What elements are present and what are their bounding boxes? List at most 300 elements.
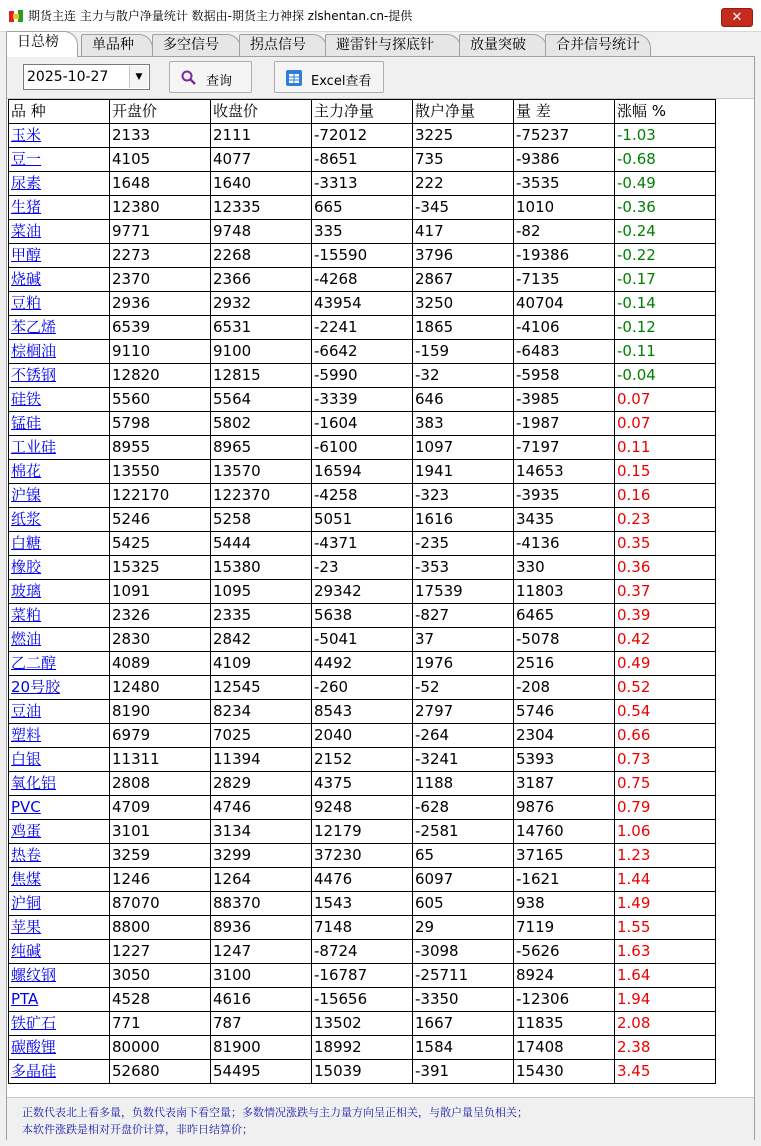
open-price-cell: 9110 (110, 340, 211, 364)
table-row[interactable] (9, 988, 716, 1012)
main-net-cell: 2152 (312, 748, 413, 772)
retail-net-cell: -2581 (413, 820, 514, 844)
variety-link[interactable]: 燃油 (9, 628, 110, 652)
variety-link[interactable]: 锰硅 (9, 412, 110, 436)
main-net-cell: -8724 (312, 940, 413, 964)
open-price-cell: 1091 (110, 580, 211, 604)
open-price-cell: 12480 (110, 676, 211, 700)
volume-diff-cell: -6483 (514, 340, 615, 364)
retail-net-cell: -32 (413, 364, 514, 388)
variety-link[interactable]: 豆粕 (9, 292, 110, 316)
chevron-down-icon[interactable]: ▼ (129, 66, 148, 88)
open-price-cell: 13550 (110, 460, 211, 484)
close-price-cell: 15380 (211, 556, 312, 580)
variety-link[interactable]: 螺纹钢 (9, 964, 110, 988)
change-pct-cell: 1.94 (615, 988, 716, 1012)
variety-link[interactable]: 菜粕 (9, 604, 110, 628)
open-price-cell: 4105 (110, 148, 211, 172)
retail-net-cell: -628 (413, 796, 514, 820)
change-pct-cell: 1.44 (615, 868, 716, 892)
volume-diff-cell: -9386 (514, 148, 615, 172)
table-row[interactable] (9, 604, 716, 628)
ranking-table (8, 99, 716, 1084)
open-price-cell: 1648 (110, 172, 211, 196)
close-price-cell: 11394 (211, 748, 312, 772)
change-pct-cell: -0.11 (615, 340, 716, 364)
table-row[interactable] (9, 532, 716, 556)
variety-link[interactable]: 碳酸锂 (9, 1036, 110, 1060)
change-pct-cell: 0.39 (615, 604, 716, 628)
variety-link[interactable]: 烧碱 (9, 268, 110, 292)
variety-link[interactable]: 沪铜 (9, 892, 110, 916)
close-price-cell: 9100 (211, 340, 312, 364)
change-pct-cell: 1.63 (615, 940, 716, 964)
volume-diff-cell: 3435 (514, 508, 615, 532)
table-row[interactable] (9, 412, 716, 436)
variety-link[interactable]: 玻璃 (9, 580, 110, 604)
close-price-cell: 2932 (211, 292, 312, 316)
main-net-cell: 37230 (312, 844, 413, 868)
change-pct-cell: 0.66 (615, 724, 716, 748)
open-price-cell: 6539 (110, 316, 211, 340)
variety-link[interactable]: 不锈钢 (9, 364, 110, 388)
main-net-cell: -2241 (312, 316, 413, 340)
column-header-change-pct[interactable]: 涨幅 % (615, 100, 716, 124)
retail-net-cell: -52 (413, 676, 514, 700)
main-net-cell: 4476 (312, 868, 413, 892)
retail-net-cell: 29 (413, 916, 514, 940)
volume-diff-cell: -5626 (514, 940, 615, 964)
open-price-cell: 80000 (110, 1036, 211, 1060)
close-price-cell: 12335 (211, 196, 312, 220)
close-price-cell: 3299 (211, 844, 312, 868)
variety-link[interactable]: 苯乙烯 (9, 316, 110, 340)
app-icon (8, 8, 24, 24)
change-pct-cell: 0.75 (615, 772, 716, 796)
excel-view-button-label: Excel查看 (311, 74, 372, 89)
table-row[interactable] (9, 460, 716, 484)
open-price-cell: 3050 (110, 964, 211, 988)
variety-link[interactable]: 苹果 (9, 916, 110, 940)
open-price-cell: 5560 (110, 388, 211, 412)
open-price-cell: 8800 (110, 916, 211, 940)
variety-link[interactable]: 玉米 (9, 124, 110, 148)
table-row[interactable] (9, 700, 716, 724)
close-price-cell: 2111 (211, 124, 312, 148)
change-pct-cell: 0.07 (615, 388, 716, 412)
volume-diff-cell: -12306 (514, 988, 615, 1012)
close-price-cell: 2842 (211, 628, 312, 652)
table-row[interactable] (9, 724, 716, 748)
volume-diff-cell: -5078 (514, 628, 615, 652)
close-price-cell: 3134 (211, 820, 312, 844)
main-net-cell: 1543 (312, 892, 413, 916)
open-price-cell: 2830 (110, 628, 211, 652)
main-net-cell: -4371 (312, 532, 413, 556)
open-price-cell: 9771 (110, 220, 211, 244)
change-pct-cell: 0.11 (615, 436, 716, 460)
table-row[interactable] (9, 556, 716, 580)
open-price-cell: 5798 (110, 412, 211, 436)
variety-link[interactable]: 塑料 (9, 724, 110, 748)
change-pct-cell: 1.23 (615, 844, 716, 868)
volume-diff-cell: -208 (514, 676, 615, 700)
close-price-cell: 54495 (211, 1060, 312, 1084)
main-net-cell: 4375 (312, 772, 413, 796)
main-panel (6, 56, 755, 1140)
close-price-cell: 1247 (211, 940, 312, 964)
volume-diff-cell: 330 (514, 556, 615, 580)
close-price-cell: 12815 (211, 364, 312, 388)
table-row[interactable] (9, 820, 716, 844)
volume-diff-cell: -7197 (514, 436, 615, 460)
column-header-close-price[interactable]: 收盘价 (211, 100, 312, 124)
retail-net-cell: 37 (413, 628, 514, 652)
change-pct-cell: 0.52 (615, 676, 716, 700)
close-price-cell: 2829 (211, 772, 312, 796)
main-net-cell: -4268 (312, 268, 413, 292)
table-row[interactable] (9, 172, 716, 196)
change-pct-cell: -0.12 (615, 316, 716, 340)
variety-link[interactable]: 纯碱 (9, 940, 110, 964)
table-row[interactable] (9, 484, 716, 508)
volume-diff-cell: 40704 (514, 292, 615, 316)
change-pct-cell: 0.07 (615, 412, 716, 436)
retail-net-cell: 222 (413, 172, 514, 196)
open-price-cell: 2370 (110, 268, 211, 292)
volume-diff-cell: 11835 (514, 1012, 615, 1036)
footnote-line-2: 本软件涨跌是相对开盘价计算，非昨日结算价； (22, 1123, 253, 1136)
close-price-cell: 4746 (211, 796, 312, 820)
retail-net-cell: -391 (413, 1060, 514, 1084)
retail-net-cell: 383 (413, 412, 514, 436)
table-row[interactable] (9, 772, 716, 796)
tab-single-variety[interactable]: 单品种 (81, 34, 153, 56)
variety-link[interactable]: 橡胶 (9, 556, 110, 580)
variety-link[interactable]: 豆油 (9, 700, 110, 724)
close-price-cell: 5444 (211, 532, 312, 556)
change-pct-cell: 0.36 (615, 556, 716, 580)
table-row[interactable] (9, 676, 716, 700)
tab-combined-signal-stats[interactable]: 合并信号统计 (545, 34, 651, 56)
table-row[interactable] (9, 364, 716, 388)
close-price-cell: 6531 (211, 316, 312, 340)
open-price-cell: 2936 (110, 292, 211, 316)
tab-lightning-rod-bottom-probe[interactable]: 避雷针与探底针 (325, 34, 461, 56)
table-row[interactable] (9, 892, 716, 916)
close-price-cell: 12545 (211, 676, 312, 700)
close-price-cell: 2335 (211, 604, 312, 628)
variety-link[interactable]: 乙二醇 (9, 652, 110, 676)
retail-net-cell: -159 (413, 340, 514, 364)
change-pct-cell: 0.35 (615, 532, 716, 556)
main-net-cell: -15656 (312, 988, 413, 1012)
retail-net-cell: 1188 (413, 772, 514, 796)
main-net-cell: 9248 (312, 796, 413, 820)
volume-diff-cell: 3187 (514, 772, 615, 796)
table-row[interactable] (9, 628, 716, 652)
change-pct-cell: 1.06 (615, 820, 716, 844)
column-header-retail-net[interactable]: 散户净量 (413, 100, 514, 124)
variety-link[interactable]: 甲醇 (9, 244, 110, 268)
volume-diff-cell: -3935 (514, 484, 615, 508)
table-row[interactable] (9, 316, 716, 340)
main-net-cell: -3313 (312, 172, 413, 196)
excel-view-button[interactable] (274, 61, 384, 93)
main-net-cell: -6100 (312, 436, 413, 460)
column-header-volume-diff[interactable]: 量 差 (514, 100, 615, 124)
table-row[interactable] (9, 1012, 716, 1036)
variety-link[interactable]: 20号胶 (9, 676, 110, 700)
table-row[interactable] (9, 220, 716, 244)
open-price-cell: 6979 (110, 724, 211, 748)
change-pct-cell: -0.04 (615, 364, 716, 388)
retail-net-cell: 1865 (413, 316, 514, 340)
table-row[interactable] (9, 196, 716, 220)
volume-diff-cell: 14653 (514, 460, 615, 484)
change-pct-cell: -0.24 (615, 220, 716, 244)
table-row[interactable] (9, 916, 716, 940)
change-pct-cell: 1.55 (615, 916, 716, 940)
retail-net-cell: 735 (413, 148, 514, 172)
table-row[interactable] (9, 1036, 716, 1060)
column-header-open-price[interactable]: 开盘价 (110, 100, 211, 124)
main-net-cell: 43954 (312, 292, 413, 316)
table-row[interactable] (9, 652, 716, 676)
volume-diff-cell: -3985 (514, 388, 615, 412)
table-row[interactable] (9, 748, 716, 772)
window-title: 期货主连 主力与散户净量统计 数据由-期货主力神探 zlshentan.cn-提供 (28, 9, 413, 23)
variety-link[interactable]: 沪镍 (9, 484, 110, 508)
retail-net-cell: 2797 (413, 700, 514, 724)
main-net-cell: 5051 (312, 508, 413, 532)
variety-link[interactable]: 热卷 (9, 844, 110, 868)
open-price-cell: 2133 (110, 124, 211, 148)
table-row[interactable] (9, 148, 716, 172)
open-price-cell: 4709 (110, 796, 211, 820)
main-net-cell: 15039 (312, 1060, 413, 1084)
tab-daily-ranking[interactable]: 日总榜 (6, 31, 78, 57)
open-price-cell: 8190 (110, 700, 211, 724)
table-row[interactable] (9, 508, 716, 532)
main-net-cell: -8651 (312, 148, 413, 172)
table-row[interactable] (9, 124, 716, 148)
main-net-cell: -1604 (312, 412, 413, 436)
volume-diff-cell: 2304 (514, 724, 615, 748)
variety-link[interactable]: PVC (9, 796, 110, 820)
open-price-cell: 15325 (110, 556, 211, 580)
volume-diff-cell: 14760 (514, 820, 615, 844)
close-price-cell: 5258 (211, 508, 312, 532)
variety-link[interactable]: 棕榈油 (9, 340, 110, 364)
open-price-cell: 12820 (110, 364, 211, 388)
retail-net-cell: 1097 (413, 436, 514, 460)
volume-diff-cell: -5958 (514, 364, 615, 388)
volume-diff-cell: 5393 (514, 748, 615, 772)
table-row[interactable] (9, 796, 716, 820)
change-pct-cell: -0.36 (615, 196, 716, 220)
open-price-cell: 2808 (110, 772, 211, 796)
change-pct-cell: -0.68 (615, 148, 716, 172)
retail-net-cell: 65 (413, 844, 514, 868)
change-pct-cell: 0.23 (615, 508, 716, 532)
variety-link[interactable]: 白银 (9, 748, 110, 772)
variety-link[interactable]: 豆一 (9, 148, 110, 172)
variety-link[interactable]: 白糖 (9, 532, 110, 556)
change-pct-cell: 0.42 (615, 628, 716, 652)
volume-diff-cell: 15430 (514, 1060, 615, 1084)
tab-volume-breakout[interactable]: 放量突破 (459, 34, 547, 56)
footnote-line-1: 正数代表北上看多量，负数代表南下看空量；多数情况涨跌与主力量方向呈正相关，与散户量呈负相关； (22, 1106, 528, 1119)
footer-notes (7, 1097, 754, 1140)
table-row[interactable] (9, 244, 716, 268)
variety-link[interactable]: 尿素 (9, 172, 110, 196)
volume-diff-cell: 2516 (514, 652, 615, 676)
variety-link[interactable]: 硅铁 (9, 388, 110, 412)
variety-link[interactable]: 棉花 (9, 460, 110, 484)
retail-net-cell: 3796 (413, 244, 514, 268)
retail-net-cell: 2867 (413, 268, 514, 292)
volume-diff-cell: 9876 (514, 796, 615, 820)
retail-net-cell: 1667 (413, 1012, 514, 1036)
table-row[interactable] (9, 940, 716, 964)
retail-net-cell: -3098 (413, 940, 514, 964)
open-price-cell: 5246 (110, 508, 211, 532)
variety-link[interactable]: PTA (9, 988, 110, 1012)
change-pct-cell: 3.45 (615, 1060, 716, 1084)
close-price-cell: 8965 (211, 436, 312, 460)
table-row[interactable] (9, 268, 716, 292)
retail-net-cell: 646 (413, 388, 514, 412)
variety-link[interactable]: 生猪 (9, 196, 110, 220)
close-price-cell: 8234 (211, 700, 312, 724)
open-price-cell: 3259 (110, 844, 211, 868)
open-price-cell: 12380 (110, 196, 211, 220)
volume-diff-cell: 5746 (514, 700, 615, 724)
retail-net-cell: -235 (413, 532, 514, 556)
main-net-cell: -3339 (312, 388, 413, 412)
table-row[interactable] (9, 868, 716, 892)
change-pct-cell: 1.64 (615, 964, 716, 988)
close-price-cell: 9748 (211, 220, 312, 244)
main-net-cell: -5990 (312, 364, 413, 388)
open-price-cell: 5425 (110, 532, 211, 556)
volume-diff-cell: 17408 (514, 1036, 615, 1060)
retail-net-cell: 6097 (413, 868, 514, 892)
main-net-cell: 29342 (312, 580, 413, 604)
column-header-variety[interactable]: 品 种 (9, 100, 110, 124)
tab-turning-point-signal[interactable]: 拐点信号 (239, 34, 327, 56)
close-price-cell: 1640 (211, 172, 312, 196)
variety-link[interactable]: 氧化铝 (9, 772, 110, 796)
volume-diff-cell: -19386 (514, 244, 615, 268)
volume-diff-cell: -1621 (514, 868, 615, 892)
retail-net-cell: 3225 (413, 124, 514, 148)
table-row[interactable] (9, 844, 716, 868)
column-header-main-net[interactable]: 主力净量 (312, 100, 413, 124)
retail-net-cell: 3250 (413, 292, 514, 316)
table-row[interactable] (9, 1060, 716, 1084)
title-bar (0, 0, 761, 32)
date-value: 2025-10-27 (27, 69, 109, 85)
retail-net-cell: 17539 (413, 580, 514, 604)
main-net-cell: -4258 (312, 484, 413, 508)
main-net-cell: 4492 (312, 652, 413, 676)
table-row[interactable] (9, 388, 716, 412)
table-row[interactable] (9, 436, 716, 460)
volume-diff-cell: -7135 (514, 268, 615, 292)
retail-net-cell: 1941 (413, 460, 514, 484)
table-row[interactable] (9, 292, 716, 316)
close-price-cell: 5802 (211, 412, 312, 436)
date-picker[interactable] (23, 64, 150, 90)
retail-net-cell: 1616 (413, 508, 514, 532)
main-net-cell: 665 (312, 196, 413, 220)
volume-diff-cell: 37165 (514, 844, 615, 868)
retail-net-cell: -345 (413, 196, 514, 220)
variety-link[interactable]: 纸浆 (9, 508, 110, 532)
open-price-cell: 2273 (110, 244, 211, 268)
variety-link[interactable]: 焦煤 (9, 868, 110, 892)
change-pct-cell: 2.38 (615, 1036, 716, 1060)
tab-long-short-signal[interactable]: 多空信号 (152, 34, 241, 56)
main-net-cell: 18992 (312, 1036, 413, 1060)
change-pct-cell: 0.79 (615, 796, 716, 820)
close-price-cell: 3100 (211, 964, 312, 988)
variety-link[interactable]: 菜油 (9, 220, 110, 244)
volume-diff-cell: -4106 (514, 316, 615, 340)
retail-net-cell: -264 (413, 724, 514, 748)
retail-net-cell: -323 (413, 484, 514, 508)
main-net-cell: -6642 (312, 340, 413, 364)
change-pct-cell: 0.37 (615, 580, 716, 604)
close-price-cell: 122370 (211, 484, 312, 508)
main-net-cell: 335 (312, 220, 413, 244)
table-row[interactable] (9, 340, 716, 364)
open-price-cell: 4089 (110, 652, 211, 676)
main-net-cell: -5041 (312, 628, 413, 652)
table-row[interactable] (9, 964, 716, 988)
close-button[interactable]: ✕ (721, 8, 753, 27)
close-price-cell: 4616 (211, 988, 312, 1012)
volume-diff-cell: 7119 (514, 916, 615, 940)
variety-link[interactable]: 鸡蛋 (9, 820, 110, 844)
query-button-label: 查询 (206, 74, 233, 89)
change-pct-cell: -0.17 (615, 268, 716, 292)
change-pct-cell: 0.16 (615, 484, 716, 508)
change-pct-cell: 0.73 (615, 748, 716, 772)
main-net-cell: 13502 (312, 1012, 413, 1036)
retail-net-cell: -25711 (413, 964, 514, 988)
variety-link[interactable]: 铁矿石 (9, 1012, 110, 1036)
change-pct-cell: -0.14 (615, 292, 716, 316)
retail-net-cell: 1976 (413, 652, 514, 676)
spreadsheet-icon (285, 69, 303, 87)
main-net-cell: 7148 (312, 916, 413, 940)
open-price-cell: 3101 (110, 820, 211, 844)
variety-link[interactable]: 工业硅 (9, 436, 110, 460)
volume-diff-cell: -4136 (514, 532, 615, 556)
close-price-cell: 88370 (211, 892, 312, 916)
close-price-cell: 7025 (211, 724, 312, 748)
query-button[interactable] (169, 61, 252, 93)
variety-link[interactable]: 多晶硅 (9, 1060, 110, 1084)
close-price-cell: 8936 (211, 916, 312, 940)
volume-diff-cell: 8924 (514, 964, 615, 988)
main-net-cell: 2040 (312, 724, 413, 748)
table-row[interactable] (9, 580, 716, 604)
close-price-cell: 1095 (211, 580, 312, 604)
